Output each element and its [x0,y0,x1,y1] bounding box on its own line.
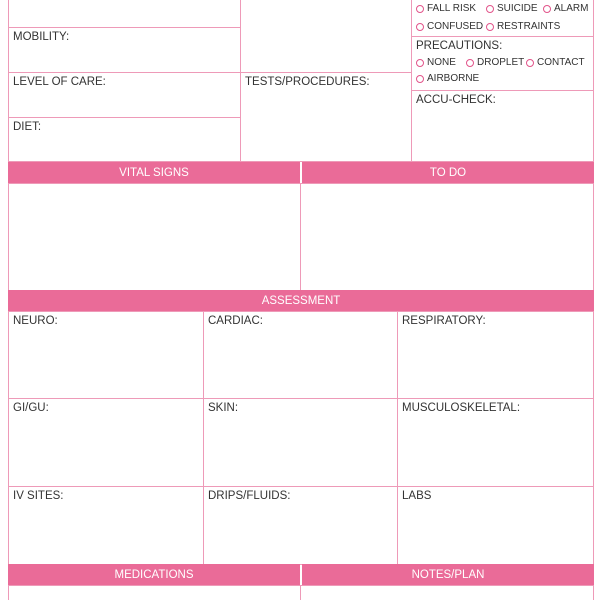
assessment-header: ASSESSMENT [8,290,594,312]
to-do-field[interactable] [300,183,594,291]
radio-circle-icon [486,23,494,31]
skin-label: SKIN: [208,402,239,414]
mobility-label: MOBILITY: [13,31,70,43]
musculoskeletal-field[interactable] [397,398,594,488]
radio-circle-icon [466,59,474,67]
notes-plan-header: NOTES/PLAN [302,564,594,586]
labs-label: LABS [402,490,432,502]
notes-plan-field[interactable] [300,585,594,600]
skin-field[interactable] [203,398,399,488]
diet-label: DIET: [13,121,42,133]
top-middle-field[interactable] [240,0,412,73]
radio-circle-icon [526,59,534,67]
precautions-label: PRECAUTIONS: [416,40,503,52]
option-fall-risk[interactable]: FALL RISK [416,3,476,14]
option-restraints[interactable]: RESTRAINTS [486,21,560,32]
neuro-label: NEURO: [13,315,58,327]
musculoskeletal-label: MUSCULOSKELETAL: [402,402,521,414]
iv-sites-label: IV SITES: [13,490,64,502]
mobility-field[interactable] [8,27,241,73]
iv-sites-field[interactable] [8,486,205,565]
diet-field[interactable] [8,117,241,162]
vital-signs-header: VITAL SIGNS [8,162,300,184]
option-droplet[interactable]: DROPLET [466,57,524,68]
to-do-header: TO DO [302,162,594,184]
level-of-care-field[interactable] [8,72,241,118]
medications-field[interactable] [8,585,302,600]
medications-header: MEDICATIONS [8,564,300,586]
radio-circle-icon [416,5,424,13]
accu-check-label: ACCU-CHECK: [416,94,496,106]
tests-procedures-field[interactable] [240,72,412,162]
cardiac-field[interactable] [203,311,399,400]
neuro-field[interactable] [8,311,205,400]
labs-field[interactable] [397,486,594,565]
accu-check-field[interactable] [411,90,594,162]
radio-circle-icon [416,23,424,31]
radio-circle-icon [486,5,494,13]
option-alarm[interactable]: ALARM [543,3,588,14]
risk-options-box [411,0,594,37]
tests-procedures-label: TESTS/PROCEDURES: [245,76,370,88]
option-airborne[interactable]: AIRBORNE [416,73,479,84]
option-contact[interactable]: CONTACT [526,57,585,68]
gi-gu-label: GI/GU: [13,402,49,414]
radio-circle-icon [543,5,551,13]
gi-gu-field[interactable] [8,398,205,488]
respiratory-label: RESPIRATORY: [402,315,486,327]
radio-circle-icon [416,59,424,67]
drips-fluids-field[interactable] [203,486,399,565]
option-confused[interactable]: CONFUSED [416,21,483,32]
drips-fluids-label: DRIPS/FLUIDS: [208,490,291,502]
radio-circle-icon [416,75,424,83]
respiratory-field[interactable] [397,311,594,400]
vital-signs-field[interactable] [8,183,302,291]
option-suicide[interactable]: SUICIDE [486,3,538,14]
level-of-care-label: LEVEL OF CARE: [13,76,106,88]
top-left-field[interactable] [8,0,241,28]
precautions-box [411,36,594,91]
cardiac-label: CARDIAC: [208,315,263,327]
option-none[interactable]: NONE [416,57,456,68]
